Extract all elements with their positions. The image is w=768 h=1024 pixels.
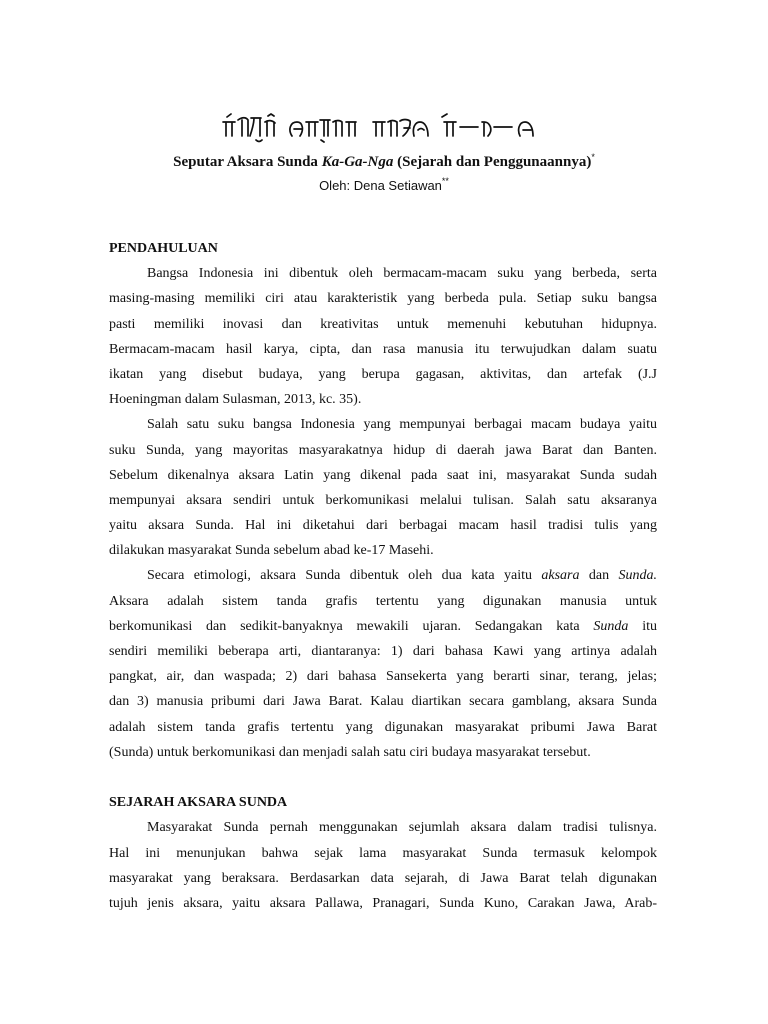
body-line <box>109 387 657 412</box>
body-line <box>109 715 657 740</box>
author-footnote-mark: ** <box>441 176 449 186</box>
title-text: Seputar Aksara Sunda <box>173 154 322 170</box>
body-line <box>109 362 657 387</box>
line-text: dilakukan masyarakat Sunda sebelum abad ke-17 Masehi. <box>109 543 434 559</box>
line-text: sendiri memiliki beberapa arti, diantaranya: 1) dari bahasa Kawi yang artinya adalah <box>109 644 657 659</box>
author-name: Oleh: Dena Setiawan <box>319 178 442 193</box>
sundanese-script-title <box>220 112 552 146</box>
line-text: mempunyai aksara sendiri untuk berkomunikasi melalui tulisan. Salah satu aksaranya <box>109 492 657 508</box>
blank-line <box>109 765 657 790</box>
line-text: pasti memiliki inovasi dan kreativitas untuk memenuhi kebutuhan hidupnya. <box>109 316 657 332</box>
body-line <box>109 412 657 437</box>
body-line <box>109 286 657 311</box>
body-line <box>109 538 657 563</box>
body-line <box>109 891 657 916</box>
line-text: berkomunikasi dan sedikit-banyaknya mewakili ujaran. Sedangakan kata <box>109 618 594 634</box>
line-text: adalah sistem tanda grafis tertentu yang digunakan masyarakat pribumi Jawa Barat <box>109 719 657 735</box>
body-line <box>109 337 657 362</box>
body-line <box>109 463 657 488</box>
body-line <box>109 563 657 588</box>
line-text: Masyarakat Sunda pernah menggunakan sejumlah aksara dalam tradisi tulisnya. <box>147 820 657 836</box>
body-line <box>109 815 657 840</box>
body-line <box>109 312 657 337</box>
line-text: pangkat, air, dan waspada; 2) dari bahasa Sansekerta yang berarti sinar, terang, jelas; <box>109 669 657 685</box>
line-text: Aksara adalah sistem tanda grafis tertentu yang digunakan manusia untuk <box>109 593 657 609</box>
line-text: Secara etimologi, aksara Sunda dibentuk oleh dua kata yaitu <box>147 568 542 584</box>
body-line <box>109 689 657 714</box>
section-heading: SEJARAH AKSARA SUNDA <box>109 795 288 811</box>
italic-term: Sunda. <box>618 568 657 584</box>
line-text: Salah satu suku bangsa Indonesia yang mempunyai berbagai macam budaya yaitu <box>147 417 657 433</box>
body-line <box>109 261 657 286</box>
document-title <box>0 146 768 173</box>
title-footnote-mark: * <box>591 152 595 162</box>
italic-term: aksara <box>541 568 580 584</box>
document-body <box>109 236 657 916</box>
line-text: Sebelum dikenalnya aksara Latin yang dikenal pada saat ini, masyarakat Sunda sudah <box>109 467 657 483</box>
line-text: tujuh jenis aksara, yaitu aksara Pallawa, Pranagari, Sunda Kuno, Carakan Jawa, Arab- <box>109 895 657 911</box>
line-text: itu <box>628 618 657 634</box>
line-text: (Sunda) untuk berkomunikasi dan menjadi salah satu ciri budaya masyarakat tersebut. <box>109 744 591 760</box>
body-line <box>109 614 657 639</box>
line-text: Hal ini menunjukan bahwa sejak lama masyarakat Sunda termasuk kelompok <box>109 845 657 861</box>
line-text: Bermacam-macam hasil karya, cipta, dan rasa manusia itu terwujudkan dalam suatu <box>109 341 657 357</box>
title-text: (Sejarah dan Penggunaannya) <box>393 154 592 170</box>
line-text: dan 3) manusia pribumi dari Jawa Barat. Kalau diartikan secara gamblang, aksara Sunda <box>109 694 657 710</box>
body-line <box>109 740 657 765</box>
body-line <box>109 841 657 866</box>
line-text: ikatan yang disebut budaya, yang berupa gagasan, aktivitas, dan artefak (J.J <box>109 366 657 382</box>
line-text: Bangsa Indonesia ini dibentuk oleh bermacam-macam suku yang berbeda, serta <box>147 266 657 282</box>
section-heading: PENDAHULUAN <box>109 241 218 256</box>
body-line <box>109 488 657 513</box>
line-text: dan <box>579 568 619 584</box>
italic-term: Sunda <box>593 618 629 634</box>
line-text: masing-masing memiliki ciri atau karakteristik yang berbeda pula. Setiap suku bangsa <box>109 291 657 307</box>
body-line <box>109 639 657 664</box>
title-italic-text: Ka-Ga-Nga <box>321 154 394 170</box>
line-text: Hoeningman dalam Sulasman, 2013, kc. 35). <box>109 392 362 408</box>
line-text: masyarakat yang beraksara. Berdasarkan data sejarah, di Jawa Barat telah digunakan <box>109 870 657 886</box>
line-text: suku Sunda, yang mayoritas masyarakatnya hidup di daerah jawa Barat dan Banten. <box>109 442 657 458</box>
line-text: yaitu aksara Sunda. Hal ini diketahui dari berbagai macam hasil tradisi tulis yang <box>109 518 657 534</box>
author-line <box>0 171 768 196</box>
body-line <box>109 438 657 463</box>
body-line <box>109 513 657 538</box>
body-line <box>109 866 657 891</box>
body-line <box>109 664 657 689</box>
body-line <box>109 589 657 614</box>
